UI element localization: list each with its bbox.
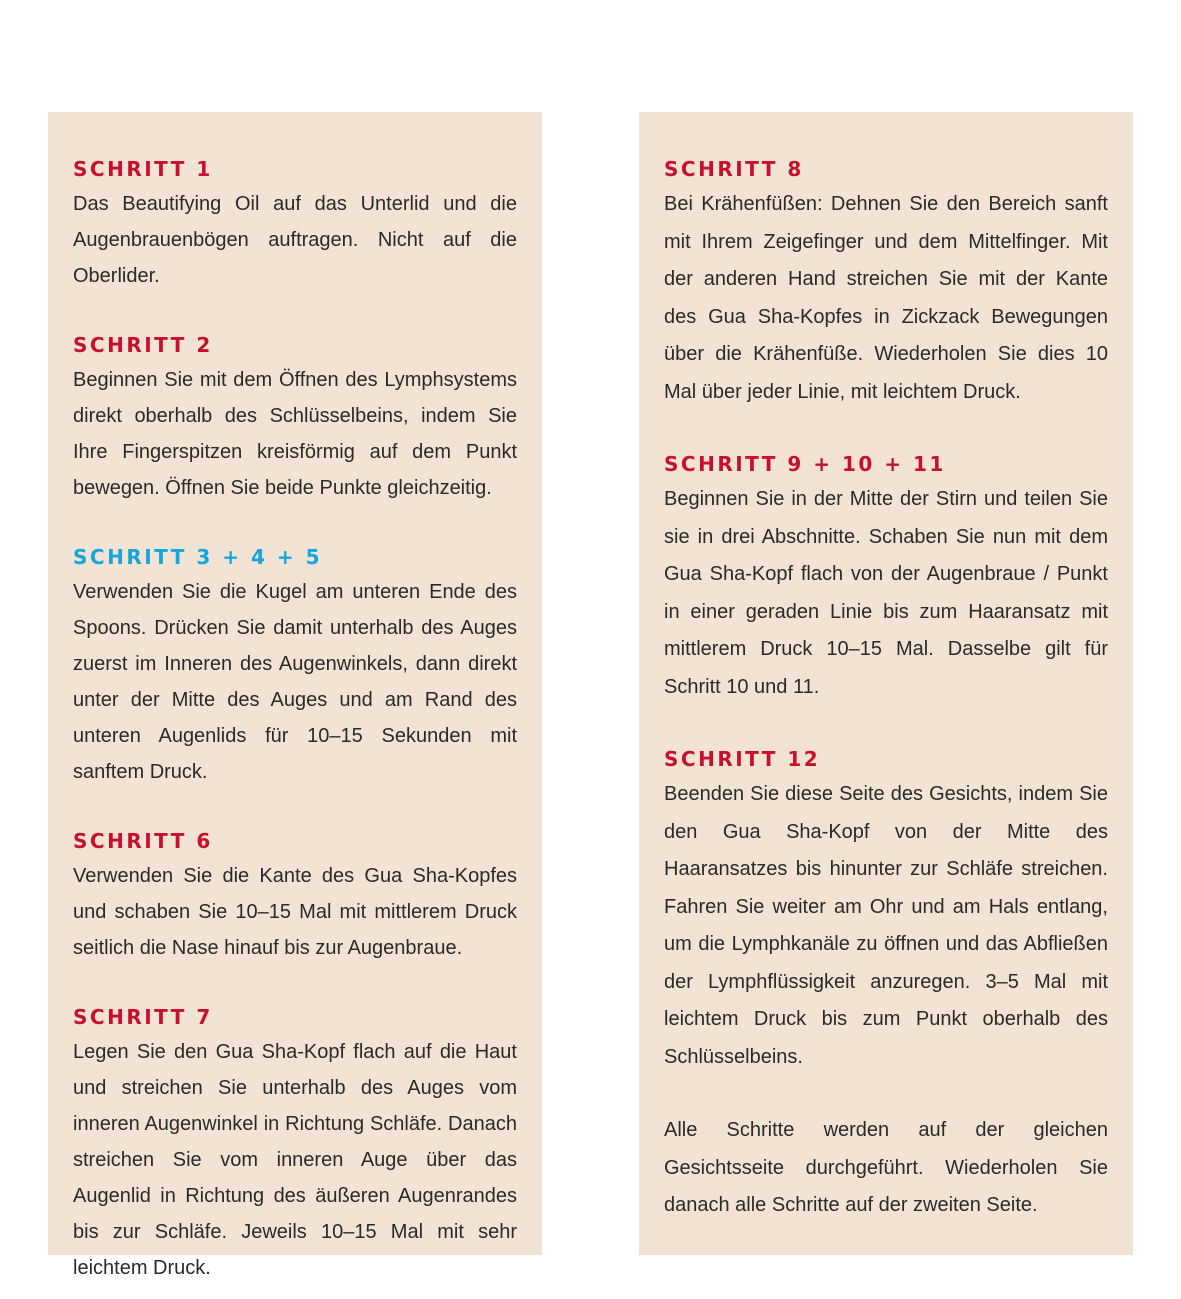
step-3-4-5: [73, 540, 517, 790]
step-6-title: SCHRITT 6: [73, 829, 213, 853]
step-12-text: Beenden Sie diese Seite des Gesichts, indem Sie den Gua Sha-Kopf von der Mitte des Haaransatzes bis hinunter zur Schläfe streichen. Fahren Sie weiter am Ohr und am Hals entlang, um die Lymphkanäle zu öffnen und das Abfließen der Lymphflüssigkeit anzuregen. 3–5 Mal mit leichtem Druck bis zum Punkt oberhalb des Schlüsselbeins.: [664, 783, 1108, 1068]
step-6-text: Verwenden Sie die Kante des Gua Sha-Kopfes und schaben Sie 10–15 Mal mit mittlerem Druck seitlich die Nase hinauf bis zur Augenbraue.: [73, 865, 517, 959]
step-12: [664, 742, 1108, 1076]
step-1: [73, 152, 517, 294]
right-instructions-panel: [639, 112, 1133, 1255]
step-2-title: SCHRITT 2: [73, 333, 213, 357]
left-instructions-panel: [48, 112, 542, 1279]
step-2: [73, 328, 517, 506]
step-9-10-11-title: SCHRITT 9 + 10 + 11: [664, 452, 946, 476]
step-3-4-5-text: Verwenden Sie die Kugel am unteren Ende des Spoons. Drücken Sie damit unterhalb des Auges zuerst im Inneren des Augenwinkels, dann direkt unter der Mitte des Auges und am Rand des unteren Augenlids für 10–15 Sekunden mit sanftem Druck.: [73, 581, 517, 783]
step-8-text: Bei Krähenfüßen: Dehnen Sie den Bereich sanft mit Ihrem Zeigefinger und dem Mittelfinger. Mit der anderen Hand streichen Sie mit der Kante des Gua Sha-Kopfes in Zickzack Bewegungen über die Krähenfüße. Wiederholen Sie dies 10 Mal über jeder Linie, mit leichtem Druck.: [664, 193, 1108, 403]
step-7-text: Legen Sie den Gua Sha-Kopf flach auf die Haut und streichen Sie unterhalb des Auges vom inneren Augenwinkel in Richtung Schläfe. Danach streichen Sie vom inneren Auge über das Augenlid in Richtung des äußeren Augenrandes bis zur Schläfe. Jeweils 10–15 Mal mit sehr leichtem Druck.: [73, 1041, 517, 1279]
step-9-10-11-text: Beginnen Sie in der Mitte der Stirn und teilen Sie sie in drei Abschnitte. Schaben Sie nun mit dem Gua Sha-Kopf flach von der Augenbraue / Punkt in einer geraden Linie bis zum Haaransatz mit mittlerem Druck 10–15 Mal. Dasselbe gilt für Schritt 10 und 11.: [664, 488, 1108, 698]
step-1-text: Das Beautifying Oil auf das Unterlid und die Augenbrauenbögen auftragen. Nicht auf die Oberlider.: [73, 193, 517, 287]
step-8: [664, 152, 1108, 411]
step-3-4-5-title: SCHRITT 3 + 4 + 5: [73, 545, 322, 569]
closing-note: Alle Schritte werden auf der gleichen Gesichtsseite durchgeführt. Wiederholen Sie danach alle Schritte auf der zweiten Seite.: [664, 1119, 1108, 1216]
step-7: [73, 1000, 517, 1286]
step-6: [73, 824, 517, 966]
step-12-title: SCHRITT 12: [664, 747, 821, 771]
step-1-title: SCHRITT 1: [73, 157, 213, 181]
step-7-title: SCHRITT 7: [73, 1005, 213, 1029]
step-8-title: SCHRITT 8: [664, 157, 804, 181]
step-2-text: Beginnen Sie mit dem Öffnen des Lymphsystems direkt oberhalb des Schlüsselbeins, indem Sie Ihre Fingerspitzen kreisförmig auf dem Punkt bewegen. Öffnen Sie beide Punkte gleichzeitig.: [73, 369, 517, 499]
step-9-10-11: [664, 447, 1108, 706]
